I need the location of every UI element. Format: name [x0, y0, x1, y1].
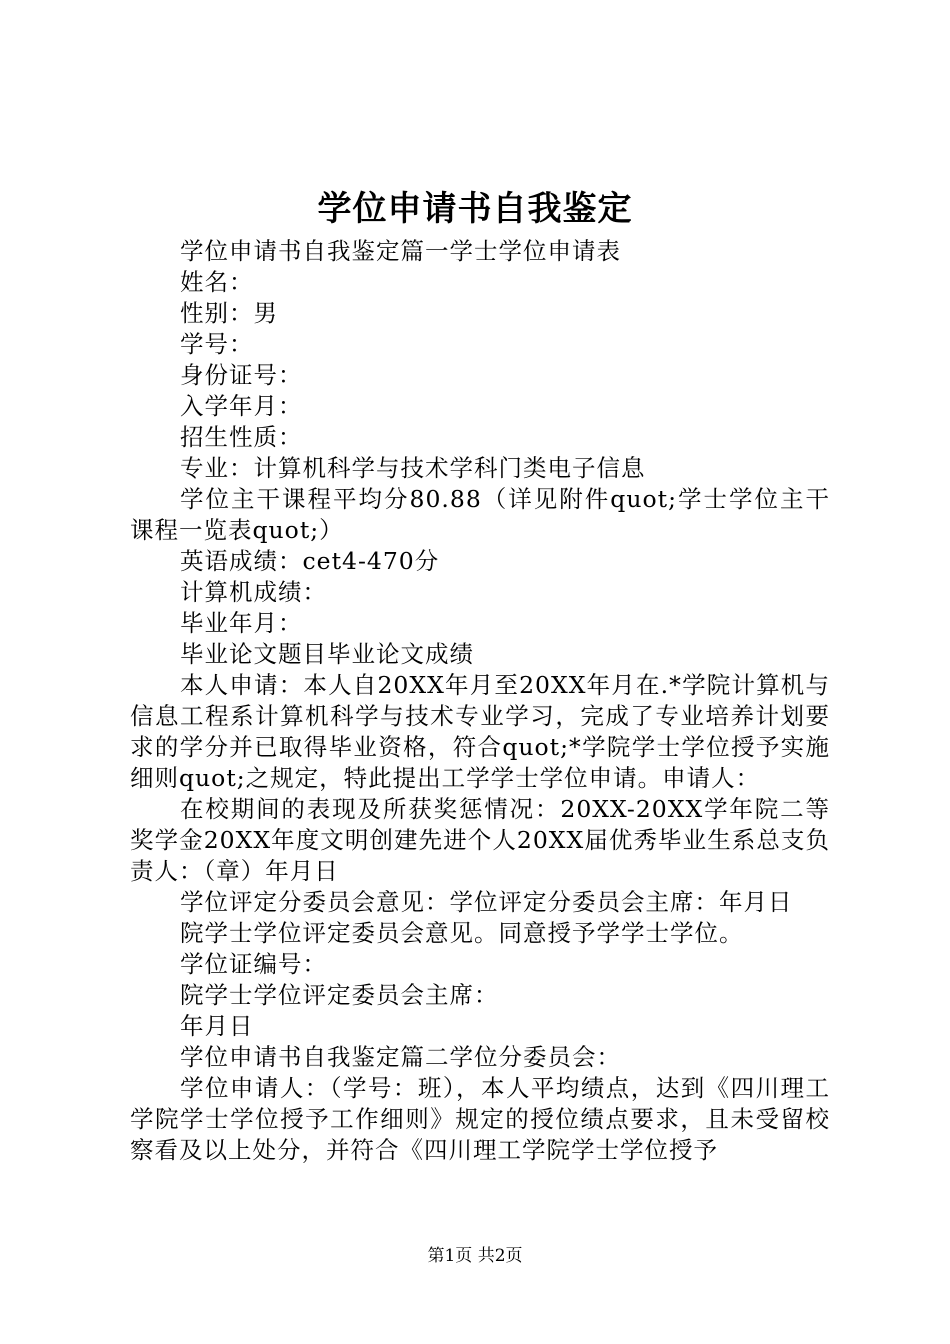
paragraph-gender: 性别：男 — [180, 299, 278, 327]
paragraph-section-heading-2: 学位申请书自我鉴定篇二学位分委员会： — [180, 1043, 621, 1071]
paragraph-enrollment-date: 入学年月： — [180, 392, 303, 420]
paragraph-average-score: 学位主干课程平均分80.88（详见附件quot;学士学位主干课程一览表quot;） — [130, 485, 830, 544]
paragraph-thesis: 毕业论文题目毕业论文成绩 — [180, 640, 474, 668]
paragraph-major: 专业：计算机科学与技术学科门类电子信息 — [180, 454, 646, 482]
paragraph-computer-score: 计算机成绩： — [180, 578, 327, 606]
paragraph-certificate-number: 学位证编号： — [180, 950, 327, 978]
paragraph-id-number: 身份证号： — [180, 361, 303, 389]
paragraph-applicant-statement: 学位申请人：（学号：班），本人平均绩点，达到《四川理工学院学士学位授予工作细则》规定的授位绩点要求，且未受留校察看及以上处分，并符合《四川理工学院学士学位授予 — [130, 1074, 830, 1164]
paragraph-name: 姓名： — [180, 268, 254, 296]
paragraph-subcommittee-opinion: 学位评定分委员会意见：学位评定分委员会主席：年月日 — [180, 888, 793, 916]
paragraph-committee-opinion: 院学士学位评定委员会意见。同意授予学学士学位。 — [180, 919, 744, 947]
paragraph-english-score: 英语成绩：cet4-470分 — [180, 547, 440, 575]
paragraph-application-statement: 本人申请：本人自20XX年月至20XX年月在.*学院计算机与信息工程系计算机科学与技术专业学习，完成了专业培养计划要求的学分并已取得毕业资格，符合quot;*学院学士学位授予实施细则quot;之规定，特此提出工学学士学位申请。申请人： — [130, 671, 830, 792]
page-number-footer: 第1页 共2页 — [427, 1246, 523, 1266]
paragraph-date: 年月日 — [180, 1012, 254, 1040]
paragraph-graduation-date: 毕业年月： — [180, 609, 303, 637]
paragraph-student-id: 学号： — [180, 330, 254, 358]
paragraph-section-heading-1: 学位申请书自我鉴定篇一学士学位申请表 — [180, 237, 621, 265]
document-body — [130, 236, 830, 1166]
paragraph-awards: 在校期间的表现及所获奖惩情况：20XX-20XX学年院二等奖学金20XX年度文明创建先进个人20XX届优秀毕业生系总支负责人：（章）年月日 — [130, 795, 830, 885]
paragraph-enrollment-type: 招生性质： — [180, 423, 303, 451]
document-title: 学位申请书自我鉴定 — [317, 189, 633, 229]
paragraph-committee-chair: 院学士学位评定委员会主席： — [180, 981, 499, 1009]
